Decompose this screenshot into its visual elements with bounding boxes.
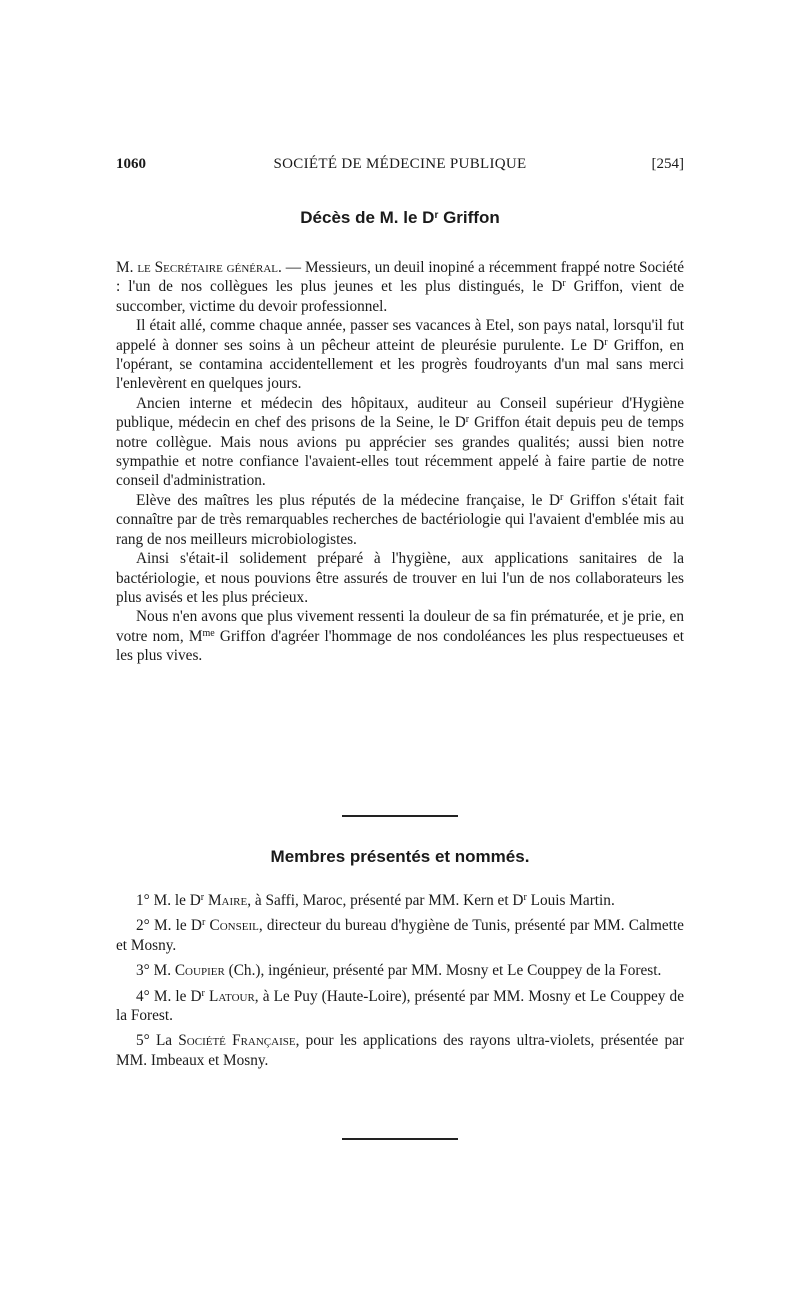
page-reference: [254] <box>651 156 684 172</box>
paragraph: Elève des maîtres les plus réputés de la médecine française, le $D^r$ Griffon s'était fait connaître par de très remarquables recherches de bactériologie qui l'avaient d'emblée mis au rang de nos meilleurs microbiologistes. <box>116 491 684 548</box>
page-header <box>116 156 684 176</box>
section-divider <box>342 1138 458 1140</box>
list-item: 2° M. le $D^r$ Conseil, directeur du bureau d'hygiène de Tunis, présenté par MM. Calmette et Mosny. <box>116 917 684 954</box>
paragraph: Ainsi s'était-il solidement préparé à l'hygiène, aux applications sanitaires de la bactériologie, et nous pouvions être assurés de trouver en lui l'un de nos collaborateurs les plus avisés et les plus précieux. <box>116 550 684 606</box>
paragraph: Nous n'en avons que plus vivement ressenti la douleur de sa fin prématurée, et je prie, en votre nom, $M^{me}$ Griffon d'agréer l'hommage de nos condoléances les plus respectueuses et les plus vives. <box>116 608 684 665</box>
paragraph: Ancien interne et médecin des hôpitaux, auditeur au Conseil supérieur d'Hygiène publique, médecin en chef des prisons de la Seine, le $D^r$ Griffon était depuis peu de temps notre collègue. Mais nous avions pu apprécier ses grandes qualités; aussi bien notre sympathie et notre confiance l'avaient-elles tout récemment appelé à faire partie de notre conseil d'administration. <box>116 394 684 490</box>
section-title-deces: Décès de M. le $D^r$ Griffon <box>300 208 500 227</box>
obituary-text <box>116 258 684 666</box>
page-number: 1060 <box>116 156 146 172</box>
list-item: 3° M. Coupier (Ch.), ingénieur, présenté par MM. Mosny et Le Couppey de la Forest. <box>136 962 662 980</box>
list-item: 1° M. le $D^r$ Maire, à Saffi, Maroc, présenté par MM. Kern et $D^r$ Louis Martin. <box>136 892 615 909</box>
section-title-membres: Membres présentés et nommés. <box>270 847 530 866</box>
speaker: M. le Secrétaire général. <box>116 259 282 276</box>
paragraph: Il était allé, comme chaque année, passer ses vacances à Etel, son pays natal, lorsqu'il fut appelé à donner ses soins à un pêcheur atteint de pleurésie purulente. Le $D^r$ Griffon, en l'opérant, se contamina accidentellement et les progrès foudroyants d'un mal sans merci l'enlevèrent en quelques jours. <box>116 317 684 393</box>
paragraph: M. le Secrétaire général. — Messieurs, un deuil inopiné a récemment frappé notre Société : l'un de nos collègues les plus jeunes et les plus distingués, le $D^r$ Griffon, vient de succomber, victime du devoir professionnel. <box>116 259 685 315</box>
list-item: 5° La Société Française, pour les applications des rayons ultra-violets, présentée par MM. Imbeaux et Mosny. <box>116 1032 684 1069</box>
members-list <box>116 891 684 1076</box>
section-divider <box>342 815 458 817</box>
list-item: 4° M. le $D^r$ Latour, à Le Puy (Haute-Loire), présenté par MM. Mosny et Le Couppey de la Forest. <box>116 987 684 1025</box>
running-title: SOCIÉTÉ DE MÉDECINE PUBLIQUE <box>273 156 527 172</box>
